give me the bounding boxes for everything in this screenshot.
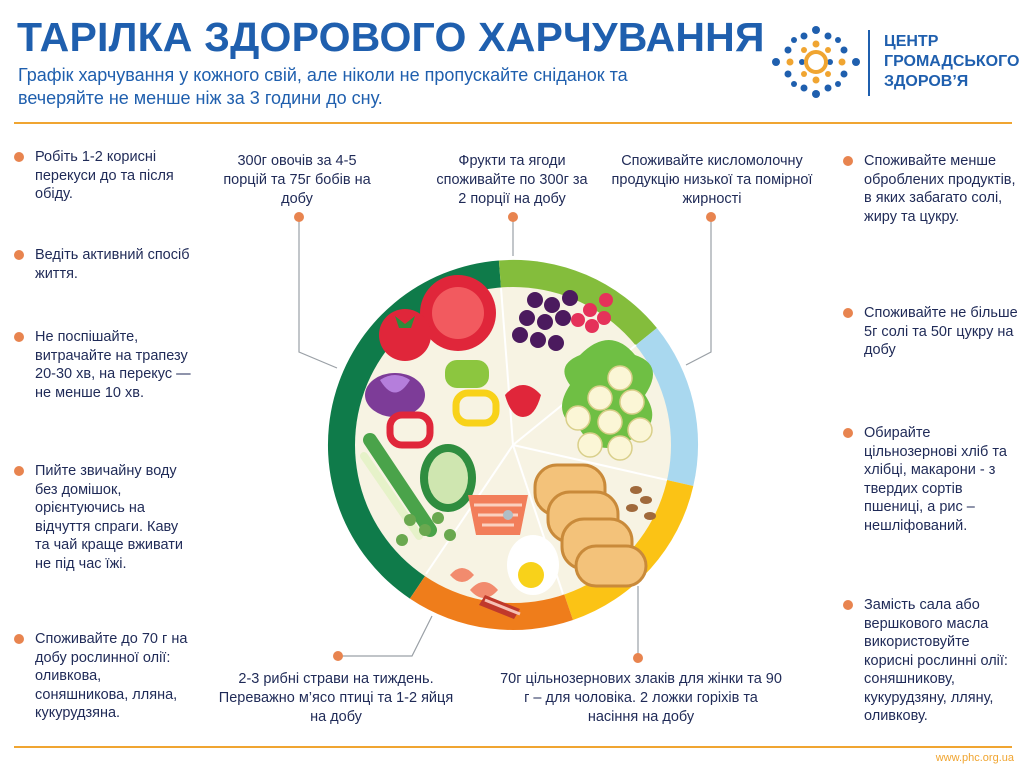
tip-text: Ведіть активний спосіб життя.: [35, 247, 190, 282]
page-title: ТАРІЛКА ЗДОРОВОГО ХАРЧУВАННЯ: [17, 14, 765, 60]
tip-text: Споживайте менше оброблених продуктів, в яких забагато солі, жиру та цукру.: [864, 153, 1016, 225]
tip-text: Робіть 1-2 корисні перекуси до та після обіду.: [35, 149, 174, 202]
tip-text: Пийте звичайну воду без домішок, орієнтуючись на відчуття спраги. Каву та чай краще вживати не під час їжі.: [35, 463, 184, 572]
tip-text: Споживайте до 70 г на добу рослинної олії: оливкова, соняшникова, лляна, кукурудзяна.: [35, 631, 188, 721]
tomato-icon: [379, 309, 431, 361]
page-subtitle: Графік харчування у кожного свій, але ніколи не пропускайте сніданок та вечеряйте не менше ніж за 3 години до сну.: [18, 65, 628, 108]
tip-text: Не поспішайте, витрачайте на трапезу 20-30 хв, на перекус — не менше 10 хв.: [35, 329, 191, 401]
pepper-icon: [445, 360, 489, 388]
organization-name-line3: ЗДОРОВ’Я: [884, 73, 969, 90]
callout-fruits: Фрукти та ягоди споживайте по 300г за 2 порції на добу: [436, 153, 588, 207]
callout-dairy: Споживайте кисломолочну продукцію низької та помірної жирності: [611, 153, 813, 207]
callout-vegetables: 300г овочів за 4-5 порцій та 75г бобів на добу: [223, 153, 371, 207]
website-link[interactable]: www.phc.org.ua: [935, 752, 1014, 764]
callout-protein: 2-3 рибні страви на тиждень. Переважно м’ясо птиці та 1-2 яйця на добу: [218, 671, 454, 725]
tip-text: Споживайте не більше 5г солі та 50г цукру на добу: [864, 305, 1018, 358]
organization-name-line1: ЦЕНТР: [884, 33, 939, 50]
tip-text: Обирайте цільнозернові хліб та хлібці, макарони - з твердих сортів пшениці, а рис – нешліфований.: [864, 425, 1007, 534]
tip-text: Замість сала або вершкового масла використовуйте корисні рослинні олії: соняшникову, кукурудзяну, лляну, оливкову.: [864, 597, 1008, 724]
callout-grains: 70г цільнозернових злаків для жінки та 90 г – для чоловіка. 2 ложки горіхів та насіння на добу: [500, 671, 782, 725]
bottom-divider: [14, 746, 1012, 748]
organization-name-line2: ГРОМАДСЬКОГО: [884, 53, 1020, 70]
